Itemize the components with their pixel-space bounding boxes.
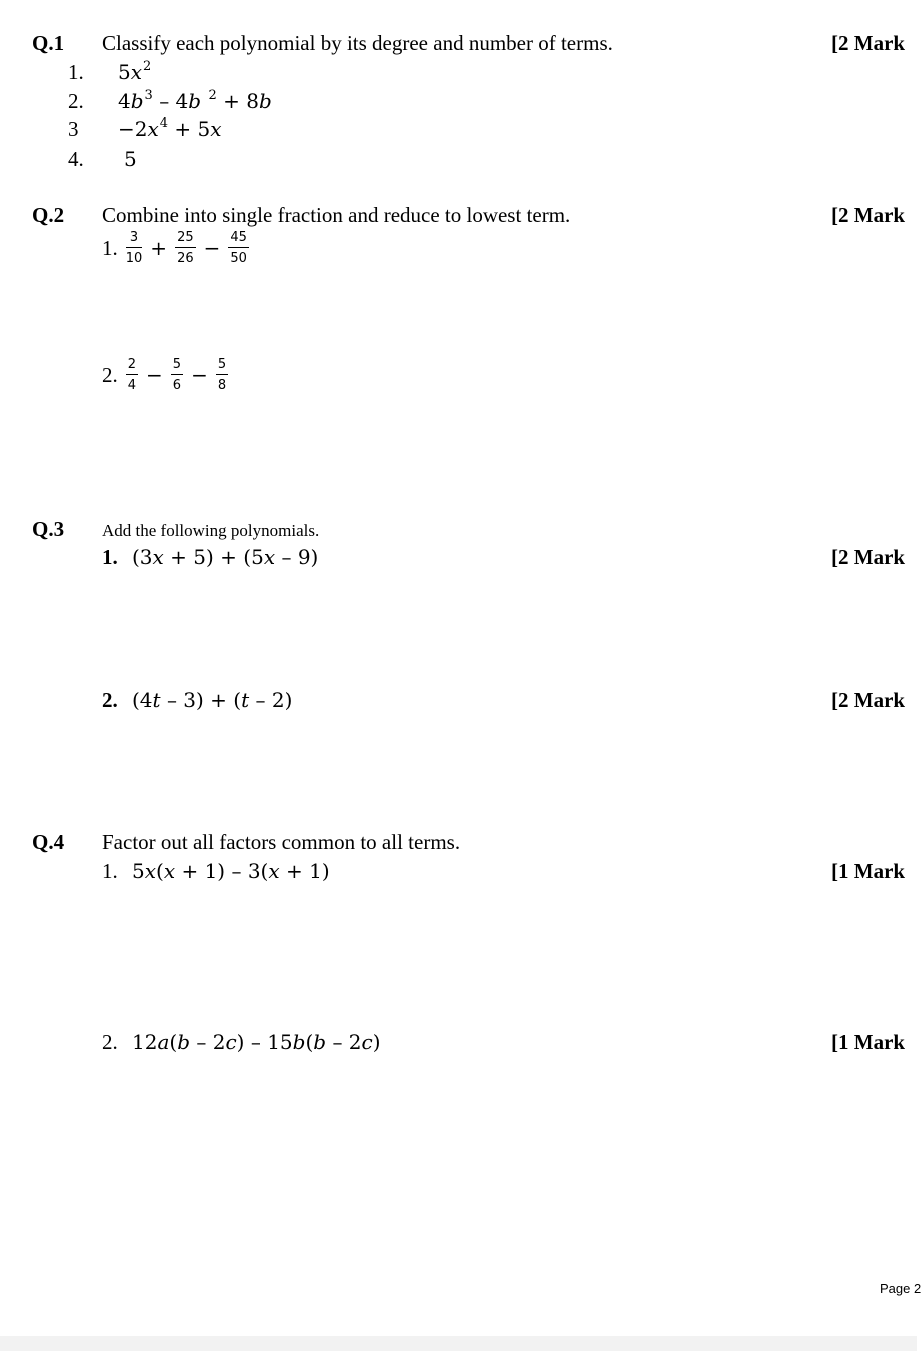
q4-item2-expr: 12a(b – 2c) – 15b(b – 2c) — [132, 1030, 381, 1054]
fraction: $\frac{2}{4}$ — [127, 357, 137, 393]
q1-text: Classify each polynomial by its degree and number of terms. — [102, 31, 613, 55]
fraction: $\frac{25}{26}$ — [177, 230, 194, 266]
fraction: $\frac{3}{10}$ — [125, 230, 143, 266]
bottom-bar — [0, 1336, 917, 1351]
q4-item1-expr: 5x(x + 1) – 3(x + 1) — [132, 859, 330, 883]
fraction: $\frac{45}{50}$ — [230, 230, 247, 266]
q1-item3-num: 3 — [68, 117, 79, 141]
q1-item2-num: 2. — [68, 89, 84, 113]
q3-item1-expr: (3x + 5) + (5x – 9) — [132, 545, 319, 569]
q3-item2-marks: [2 Mark — [831, 688, 906, 712]
q4-item2-marks: [1 Mark — [831, 1030, 906, 1054]
q3-item1-marks: [2 Mark — [831, 545, 906, 569]
fraction: $\frac{5}{6}$ — [172, 357, 182, 393]
q2-item2: 2. $\frac{2}{4}$ − $\frac{5}{6}$ − $\frac{5}{8}$ — [102, 357, 227, 393]
q3-item1-num: 1. — [102, 545, 118, 569]
q3-item2-expr: (4t – 3) + (t – 2) — [132, 688, 293, 712]
fraction: $\frac{5}{8}$ — [217, 357, 227, 393]
q2-text: Combine into single fraction and reduce to lowest term. — [102, 203, 571, 227]
q1-item1-num: 1. — [68, 60, 84, 84]
q2-number: Q.2 — [32, 203, 65, 227]
q1-item1-expr: $5x^2$ — [118, 59, 152, 84]
q1-number: Q.1 — [32, 31, 65, 55]
q4-item1-marks: [1 Mark — [831, 859, 906, 883]
q4-text: Factor out all factors common to all terms. — [102, 830, 461, 854]
q3-number: Q.3 — [32, 517, 65, 541]
q4-item2-num: 2. — [102, 1030, 118, 1054]
q1-item3-expr: $-2x^4 + 5x$ — [118, 116, 222, 141]
q1-marks: [2 Mark — [831, 31, 906, 55]
page-number: Page 2 — [880, 1281, 921, 1296]
q3-text: Add the following polynomials. — [102, 521, 320, 540]
q2-item2-num: 2. — [102, 362, 118, 387]
q2-item1: 1. $\frac{3}{10}$ + $\frac{25}{26}$ − $\frac{45}{50}$ — [102, 230, 247, 266]
q2-item1-num: 1. — [102, 235, 118, 260]
q4-item1-num: 1. — [102, 859, 118, 883]
q1-item4-num: 4. — [68, 147, 84, 171]
q2-marks: [2 Mark — [831, 203, 906, 227]
q4-number: Q.4 — [32, 830, 65, 854]
q1-item2-expr: $4b^3 - 4b$ $^2$ + 8b — [118, 88, 272, 113]
q3-item2-num: 2. — [102, 688, 118, 712]
q1-item4-expr: 5 — [124, 147, 137, 171]
